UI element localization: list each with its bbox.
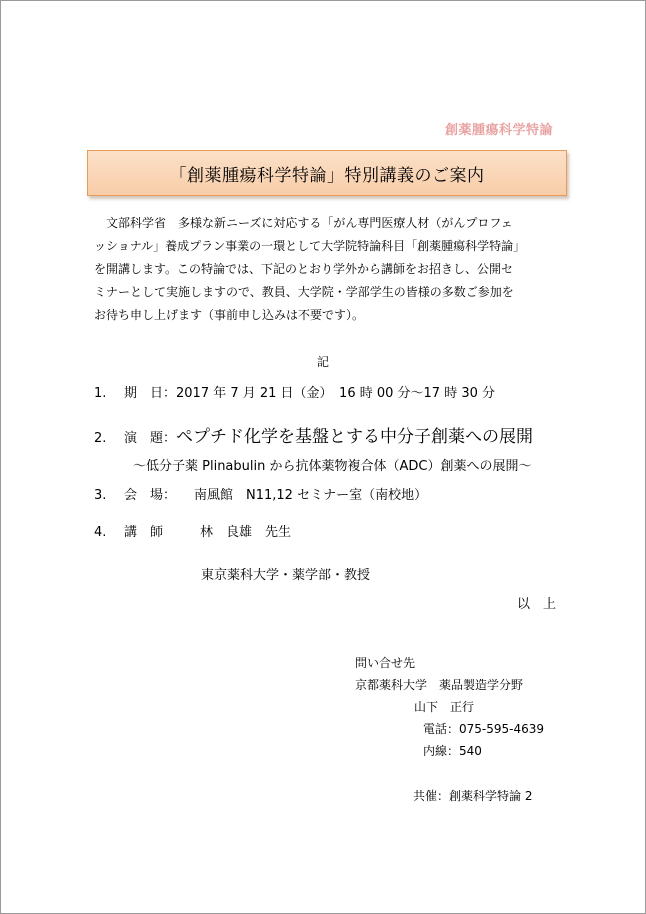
intro-line: 文部科学省 多様な新ニーズに対応する「がん専門医療人材（がんプロフェ bbox=[106, 216, 513, 230]
contact-name: 山下 正行 bbox=[414, 700, 475, 714]
lecturer-affiliation: 東京薬科大学・薬学部・教授 bbox=[201, 568, 371, 583]
item-number: 4. bbox=[94, 525, 107, 540]
item-label: 会 場： bbox=[124, 488, 177, 503]
item-label: 演 題： bbox=[124, 431, 177, 446]
item-date bbox=[94, 382, 495, 401]
item-label: 講 師 bbox=[124, 525, 164, 540]
contact-org: 京都薬科大学 薬品製造学分野 bbox=[355, 678, 524, 692]
topic-subtitle: ～低分子薬 Plinabulin から抗体薬物複合体（ADC）創薬への展開～ bbox=[133, 459, 532, 474]
page-title: 「創薬腫瘍科学特論」特別講義のご案内 bbox=[169, 165, 485, 186]
title-box bbox=[87, 150, 567, 196]
item-number: 3. bbox=[94, 488, 107, 503]
contact-ext: 内線：540 bbox=[423, 744, 482, 758]
item-venue bbox=[94, 484, 427, 503]
item-lecturer bbox=[94, 521, 291, 540]
intro-line: ッショナル」養成プラン事業の一環として大学院特論科目「創薬腫瘍科学特論」 bbox=[94, 239, 526, 253]
item-label: 期 日： bbox=[124, 386, 177, 401]
item-value: ペプチド化学を基盤とする中分子創薬への展開 bbox=[176, 427, 533, 447]
item-topic bbox=[94, 422, 533, 447]
contact-phone: 電話：075-595-4639 bbox=[423, 722, 545, 736]
intro-line: を開講します。この特論では、下記のとおり学外から講師をお招きし、公開セ bbox=[94, 262, 514, 276]
item-value: 林 良雄 先生 bbox=[200, 525, 292, 540]
item-value: 南風館 N11,12 セミナー室（南校地） bbox=[194, 488, 428, 503]
ki-marker: 記 bbox=[317, 355, 330, 369]
item-value: 2017 年 7 月 21 日（金） 16 時 00 分～17 時 30 分 bbox=[176, 386, 496, 401]
header-tag: 創薬腫瘍科学特論 bbox=[444, 123, 553, 138]
closing-mark: 以 上 bbox=[517, 597, 557, 612]
item-number: 2. bbox=[94, 431, 107, 446]
intro-paragraph bbox=[94, 212, 568, 327]
item-number: 1. bbox=[94, 386, 107, 401]
intro-line: ミナーとして実施しますので、教員、大学院・学部学生の皆様の多数ご参加を bbox=[94, 285, 514, 299]
intro-line: お待ち申し上げます（事前申し込みは不要です）。 bbox=[94, 308, 365, 322]
sponsor: 共催：創薬科学特論 2 bbox=[413, 789, 533, 803]
contact-heading: 問い合せ先 bbox=[355, 656, 416, 670]
